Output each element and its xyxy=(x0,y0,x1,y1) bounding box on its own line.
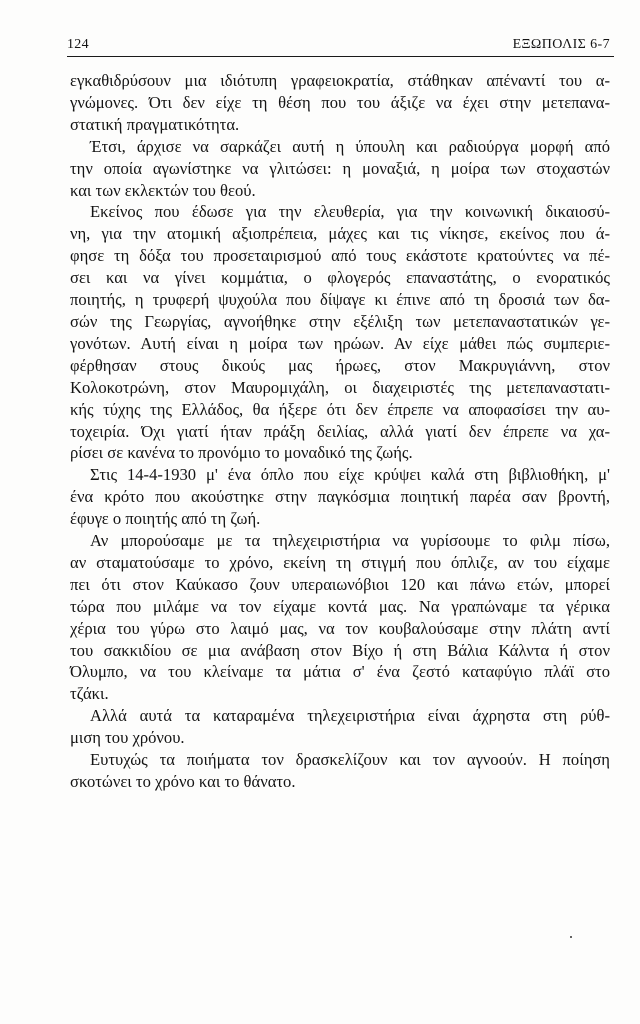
text-line: γονότων. Αυτή είναι η μοίρα των ηρώων. Αν είχε μάθει πώς συμπεριε- xyxy=(70,333,610,353)
text-line: γνώμονες. Ότι δεν είχε τη θέση που του άξιζε να έχει στην μετεπανα- xyxy=(70,92,610,112)
body-text xyxy=(70,70,610,793)
paragraph xyxy=(70,464,610,530)
text-line: τώρα που μιλάμε να τον είχαμε κοντά μας. Να γραπώναμε τα γέρικα xyxy=(70,596,610,616)
paragraph xyxy=(70,749,610,793)
text-line: φησε τη δόξα του προσεταιρισμού από τους εκάστοτε κρατούντες να πέ- xyxy=(70,246,610,266)
text-line: έφυγε ο ποιητής από τη ζωή. xyxy=(70,509,261,529)
page-number: 124 xyxy=(67,37,89,52)
text-line: εγκαθιδρύσουν μια ιδιότυπη γραφειοκρατία, στάθηκαν απέναντί του α- xyxy=(70,71,610,90)
text-line: στατική πραγματικότητα. xyxy=(70,114,240,134)
journal-title: ΕΞΩΠΟΛΙΣ 6-7 xyxy=(512,37,610,52)
text-line: ένα κρότο που ακούστηκε στην παγκόσμια ποιητική παρέα σαν βροντή, xyxy=(70,487,610,507)
paragraph xyxy=(70,201,610,464)
text-line: Αν μπορούσαμε με τα τηλεχειριστήρια να γυρίσουμε το φιλμ πίσω, xyxy=(90,531,610,551)
text-line: του σακκιδίου σε μια ανάβαση στον Βίχο ή στη Βάλια Κάλντα ή στον xyxy=(70,640,610,660)
text-line: Εκείνος που έδωσε για την ελευθερία, για την κοινωνική δικαιοσύ- xyxy=(90,202,610,222)
text-line: χέρια του γύρω στο λαιμό μας, να τον κουβαλούσαμε στην πλάτη αντί xyxy=(70,618,610,638)
text-line: Στις 14-4-1930 μ' ένα όπλο που είχε κρύψει καλά στη βιβλιοθήκη, μ' xyxy=(90,465,610,485)
text-line: κής τύχης της Ελλάδος, θα ήξερε ότι δεν έπρεπε να αποφασίσει την αυ- xyxy=(70,399,610,419)
text-line: ποιητής, η τρυφερή ψυχούλα που δίψαγε κι έπινε από τη δροσιά των δα- xyxy=(70,290,610,310)
text-line: Έτσι, άρχισε να σαρκάζει αυτή η ύπουλη και ραδιούργα μορφή από xyxy=(90,136,610,156)
text-line: πει ότι στον Καύκασο ζουν υπεραιωνόβιοι 120 και πάνω ετών, μπορεί xyxy=(70,574,610,594)
text-line: μιση του χρόνου. xyxy=(70,728,185,748)
paragraph xyxy=(70,705,610,749)
text-line: Αλλά αυτά τα καταραμένα τηλεχειριστήρια είναι άχρηστα στη ρύθ- xyxy=(90,706,610,726)
text-line: σει και να γίνει κομμάτια, ο φλογερός επαναστάτης, ο ενορατικός xyxy=(70,268,610,288)
paragraph xyxy=(70,70,610,136)
text-line: Όλυμπο, να του κλείναμε τα μάτια σ' ένα ζεστό καταφύγιο πλάϊ στο xyxy=(70,662,610,682)
scan-speck xyxy=(570,936,572,938)
running-header xyxy=(67,36,614,57)
text-line: και των εκλεκτών του θεού. xyxy=(70,180,256,200)
text-line: τζάκι. xyxy=(70,684,109,704)
text-line: την οποία αγωνίστηκε να γλιτώσει: η μοναξιά, η μοίρα των στοχαστών xyxy=(70,158,610,178)
text-line: σκοτώνει το χρόνο και το θάνατο. xyxy=(70,772,296,791)
text-line: αν σταματούσαμε το χρόνο, εκείνη τη στιγμή που όπλιζε, αν του είχαμε xyxy=(70,552,610,572)
text-line: τοχειρία. Όχι γιατί ήταν πράξη δειλίας, αλλά γιατί δεν έπρεπε να χα- xyxy=(70,421,610,441)
text-line: ρίσει σε κανένα το προνόμιο το μοναδικό της ζωής. xyxy=(70,443,413,463)
paragraph xyxy=(70,530,610,705)
paragraph xyxy=(70,136,610,202)
text-line: Ευτυχώς τα ποιήματα τον δρασκελίζουν και τον αγνοούν. Η ποίηση xyxy=(90,750,610,770)
text-line: σών της Γεωργίας, αγνοήθηκε στην εξέλιξη των μετεπαναστατικών γε- xyxy=(70,311,610,331)
text-line: Κολοκοτρώνη, στον Μαυρομιχάλη, οι διαχειριστές της μετεπαναστατι- xyxy=(70,377,610,397)
text-line: νη, για την ατομική αξιοπρέπεια, μάχες και τις νίκησε, εκείνος που ά- xyxy=(70,224,610,244)
text-line: φέρθησαν στους δικούς μας ήρωες, στον Μακρυγιάννη, στον xyxy=(70,355,610,375)
